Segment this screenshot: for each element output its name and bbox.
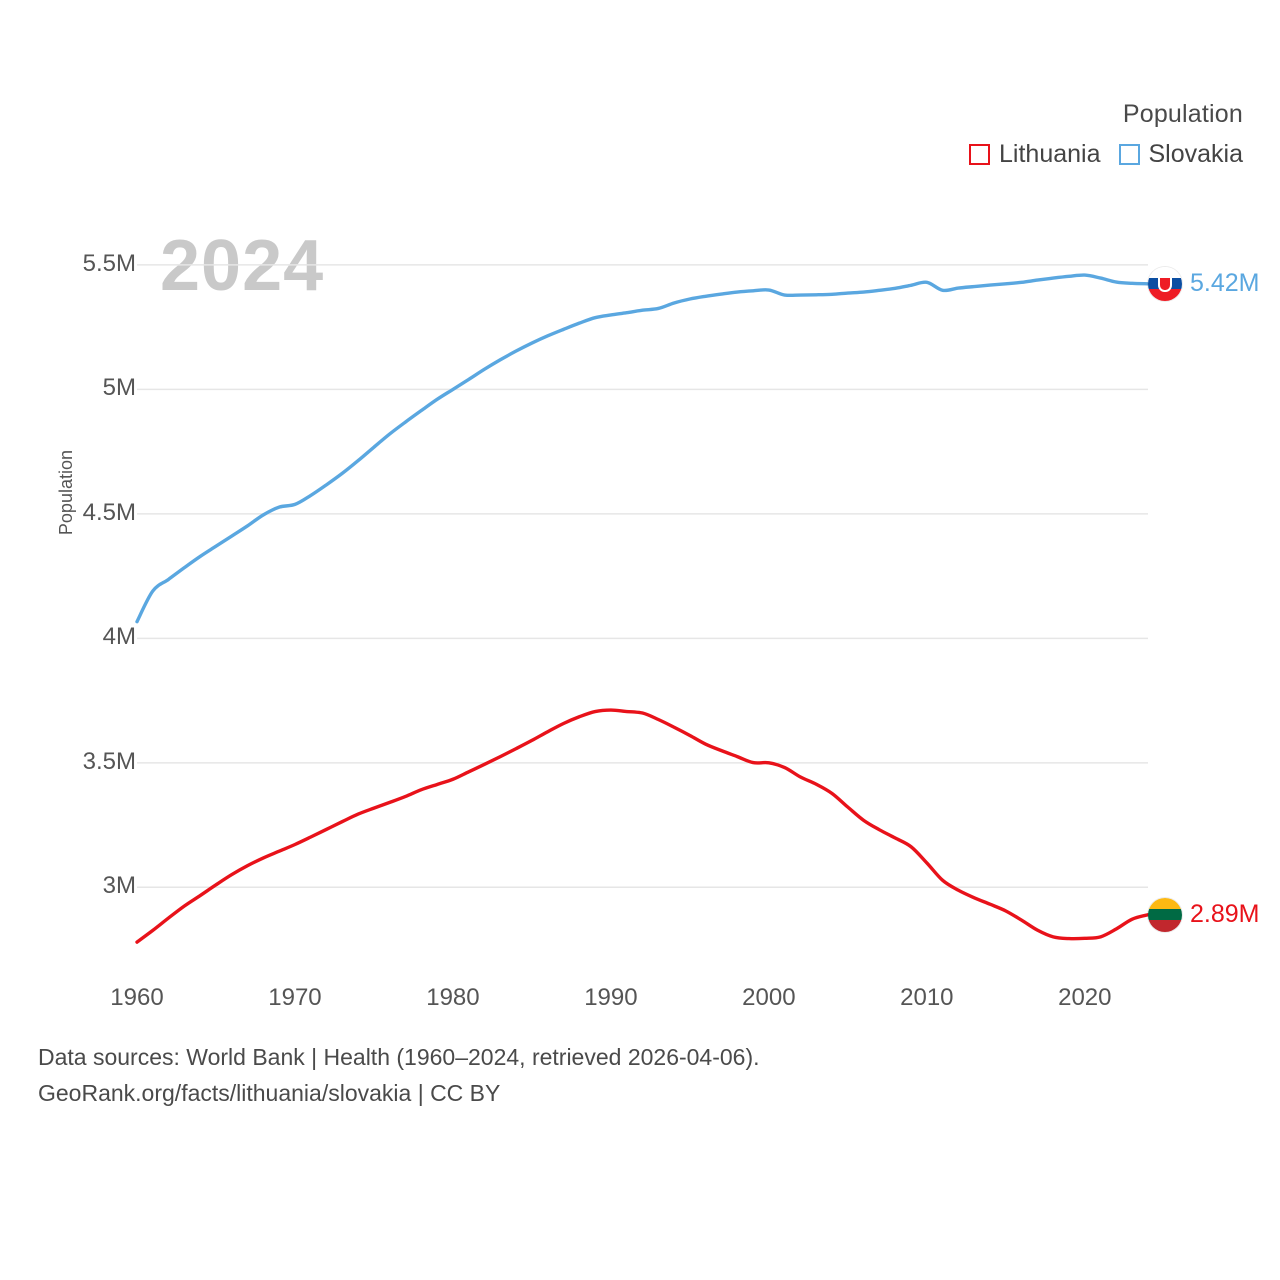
- endpoint-label-slovakia: 5.42M: [1190, 269, 1260, 298]
- footer-credits: [38, 1040, 760, 1111]
- legend-label-lithuania: Lithuania: [999, 140, 1101, 168]
- endpoint-lithuania: [1148, 898, 1259, 932]
- series-line-lithuania: [137, 710, 1148, 942]
- y-axis-title-text: Population: [56, 450, 76, 536]
- y-axis-tick: 4M: [102, 623, 136, 651]
- x-axis-tick: 1980: [426, 984, 480, 1011]
- legend-title: Population: [1122, 100, 1243, 128]
- x-axis-tick: 1970: [268, 984, 322, 1011]
- endpoint-label-lithuania: 2.89M: [1190, 900, 1260, 929]
- series-line-slovakia: [137, 275, 1148, 622]
- footer-line-1: Data sources: World Bank | Health (1960–2024, retrieved 2026-04-06).: [38, 1044, 760, 1070]
- y-axis-tick: 3M: [102, 872, 136, 900]
- x-axis-tick: 2000: [742, 984, 796, 1011]
- legend-label-slovakia: Slovakia: [1148, 140, 1243, 168]
- y-axis-tick: 5.5M: [82, 249, 136, 277]
- y-axis-tick: 4.5M: [82, 498, 136, 526]
- y-axis-tick: 3.5M: [82, 747, 136, 775]
- slovakia-flag-icon: [1148, 267, 1182, 301]
- x-axis-tick: 2010: [900, 984, 954, 1011]
- footer-line-2: GeoRank.org/facts/lithuania/slovakia | CC BY: [38, 1079, 501, 1106]
- lithuania-flag-icon: [1148, 898, 1182, 932]
- x-axis-tick: 2020: [1058, 984, 1112, 1011]
- y-axis-tick: 5M: [102, 374, 136, 402]
- x-axis-tick: 1960: [110, 984, 164, 1011]
- current-year-label: 2024: [160, 226, 325, 306]
- x-axis-tick: 1990: [584, 984, 638, 1011]
- endpoint-slovakia: [1148, 267, 1259, 301]
